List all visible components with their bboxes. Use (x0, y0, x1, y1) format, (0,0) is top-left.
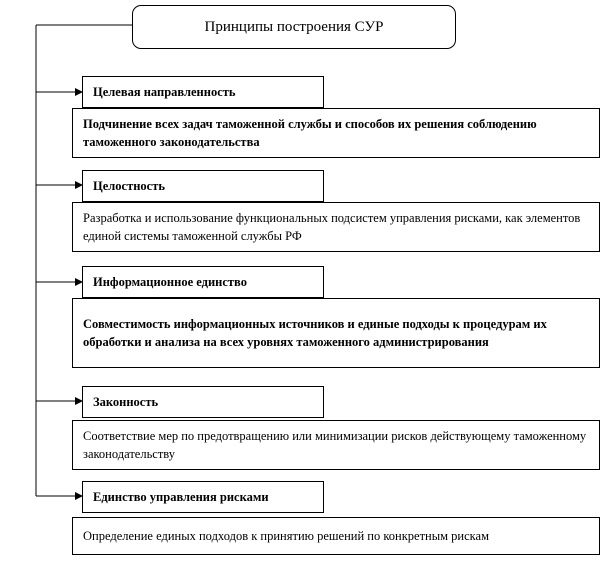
principle-2-heading: Целостность (82, 170, 324, 202)
principle-2-description: Разработка и использование функциональных подсистем управления рисками, как элементов единой системы таможенной службы РФ (72, 202, 600, 252)
principle-3-heading: Информационное единство (82, 266, 324, 298)
diagram-title: Принципы построения СУР (132, 5, 456, 49)
principle-4-heading: Законность (82, 386, 324, 418)
principle-5-description: Определение единых подходов к принятию решений по конкретным рискам (72, 517, 600, 555)
principle-1-description: Подчинение всех задач таможенной службы и способов их решения соблюдению таможенного законодательства (72, 108, 600, 158)
principle-3-description: Совместимость информационных источников и единые подходы к процедурам их обработки и анализа на всех уровнях таможенного администрирования (72, 298, 600, 368)
principle-1-heading: Целевая направленность (82, 76, 324, 108)
principle-4-description: Соответствие мер по предотвращению или минимизации рисков действующему таможенному законодательству (72, 420, 600, 470)
principle-5-heading: Единство управления рисками (82, 481, 324, 513)
